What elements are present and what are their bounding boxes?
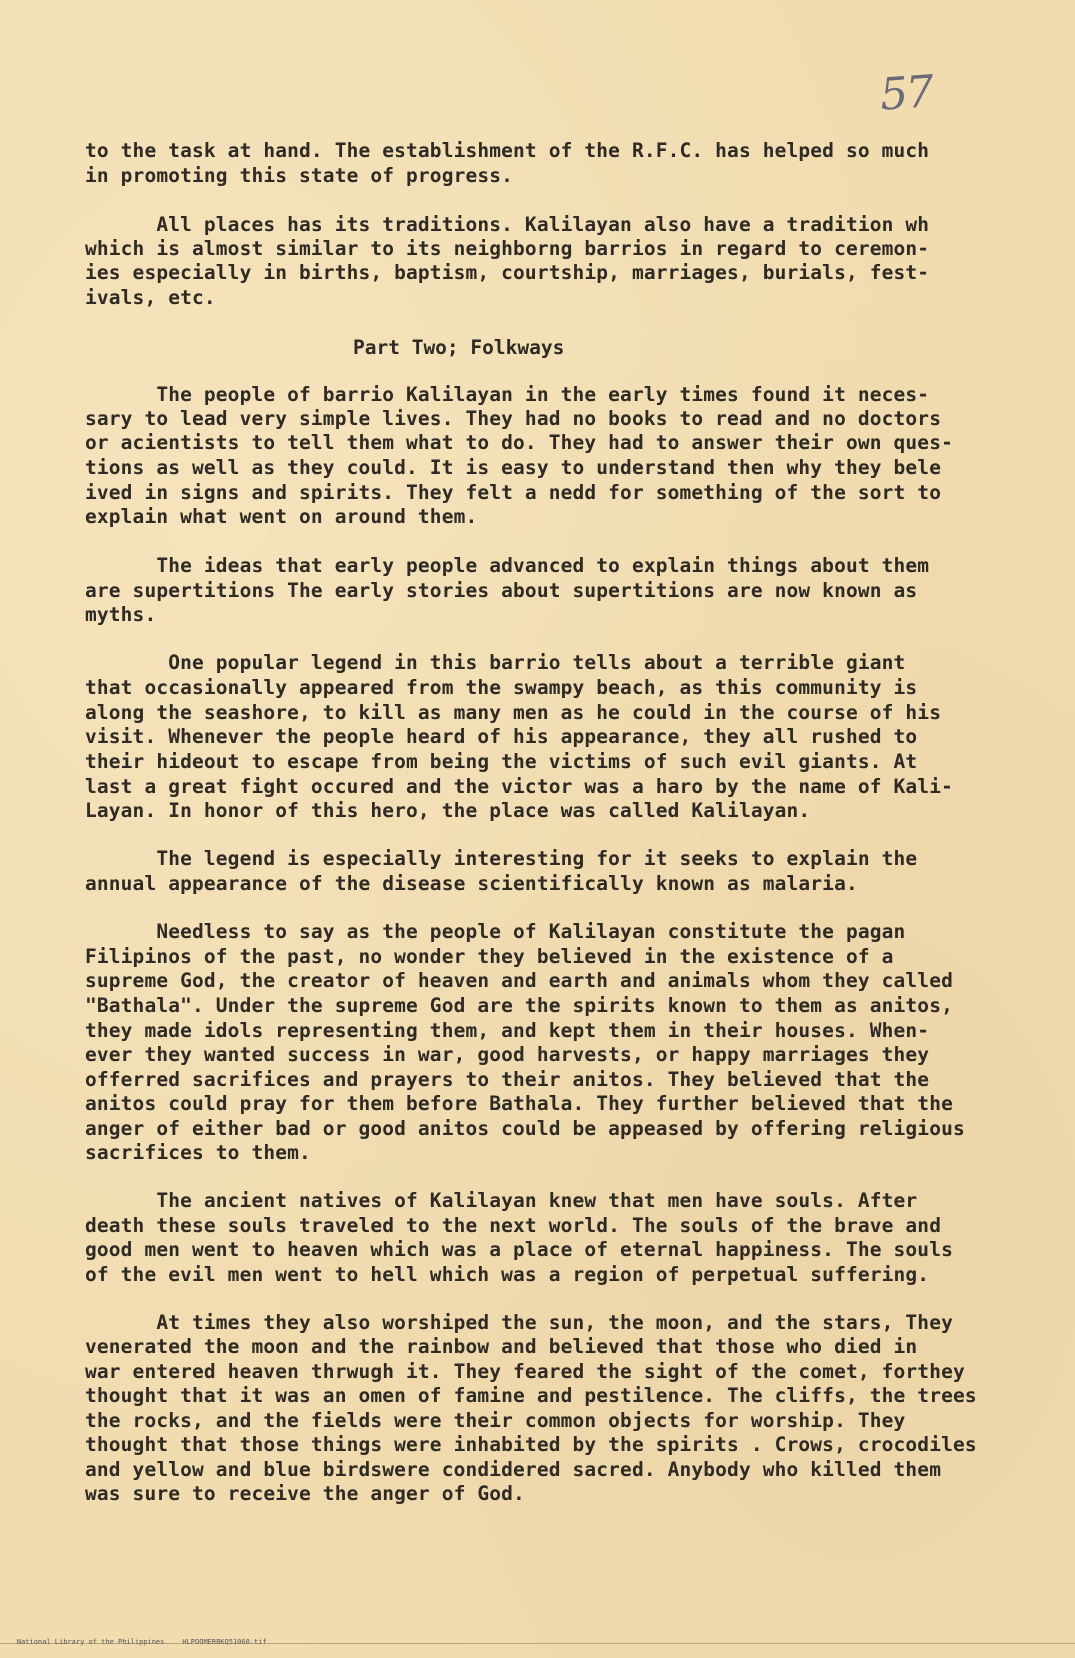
text-line: or acientists to tell them what to do. They had to answer their own ques- — [85, 431, 953, 454]
text-line: ever they wanted success in war, good harvests, or happy marriages they — [85, 1043, 930, 1066]
text-line: tions as well as they could. It is easy to understand then why they bele — [85, 456, 942, 479]
text-line: war entered heaven thrwugh it. They feared the sight of the comet, forthey — [85, 1360, 965, 1383]
text-line: that occasionally appeared from the swampy beach, as this community is — [85, 676, 918, 699]
text-line: to the task at hand. The establishment of the R.F.C. has helped so much — [85, 139, 930, 162]
text-line: All places has its traditions. Kalilayan also have a tradition wh — [85, 213, 930, 236]
text-line: was sure to receive the anger of God. — [85, 1482, 525, 1505]
text-line: they made idols representing them, and kept them in their houses. When- — [85, 1019, 930, 1042]
text-line: good men went to heaven which was a place of eternal happiness. The souls — [85, 1238, 953, 1261]
text-line: myths. — [85, 603, 157, 626]
text-line: visit. Whenever the people heard of his appearance, they all rushed to — [85, 725, 918, 748]
text-line: along the seashore, to kill as many men as he could in the course of his — [85, 701, 942, 724]
text-line: "Bathala". Under the supreme God are the spirits known to them as anitos, — [85, 994, 953, 1017]
text-line: are supertitions The early stories about supertitions are now known as — [85, 579, 918, 602]
text-line: sary to lead very simple lives. They had no books to read and no doctors — [85, 407, 942, 430]
text-line: ived in signs and spirits. They felt a nedd for something of the sort to — [85, 481, 942, 504]
text-line: One popular legend in this barrio tells about a terrible giant — [85, 651, 906, 674]
text-line: The people of barrio Kalilayan in the early times found it neces- — [85, 383, 930, 406]
text-line: supreme God, the creator of heaven and earth and animals whom they called — [85, 969, 953, 992]
text-line: annual appearance of the disease scientifically known as malaria. — [85, 872, 858, 895]
text-line: The legend is especially interesting for it seeks to explain the — [85, 847, 918, 870]
text-line: death these souls traveled to the next world. The souls of the brave and — [85, 1214, 942, 1237]
text-line: offerred sacrifices and prayers to their anitos. They believed that the — [85, 1068, 930, 1091]
text-line: sacrifices to them. — [85, 1141, 311, 1164]
text-line: in promoting this state of progress. — [85, 164, 514, 187]
text-line: Filipinos of the past, no wonder they believed in the existence of a — [85, 945, 894, 968]
text-line: and yellow and blue birdswere condidered sacred. Anybody who killed them — [85, 1458, 942, 1481]
text-line: anger of either bad or good anitos could be appeased by offering religious — [85, 1117, 965, 1140]
footer-file-name: HLPOOMERBKQ51060.tif — [182, 1638, 267, 1646]
section-heading: Part Two; Folkways — [353, 336, 565, 359]
text-line: The ideas that early people advanced to explain things about them — [85, 554, 930, 577]
text-line: ivals, etc. — [85, 286, 216, 309]
text-line: of the evil men went to hell which was a region of perpetual suffering. — [85, 1263, 930, 1286]
text-line: thought that it was an omen of famine and pestilence. The cliffs, the trees — [85, 1384, 977, 1407]
text-line: Layan. In honor of this hero, the place was called Kalilayan. — [85, 799, 811, 822]
text-line: Needless to say as the people of Kalilayan constitute the pagan — [85, 920, 906, 943]
text-line: explain what went on around them. — [85, 505, 478, 528]
text-line: last a great fight occured and the victor was a haro by the name of Kali- — [85, 775, 953, 798]
text-line: thought that those things were inhabited by the spirits . Crows, crocodiles — [85, 1433, 977, 1456]
text-line: venerated the moon and the rainbow and believed that those who died in — [85, 1335, 918, 1358]
text-line: ies especially in births, baptism, courtship, marriages, burials, fest- — [85, 261, 930, 284]
text-line: the rocks, and the fields were their common objects for worship. They — [85, 1409, 906, 1432]
text-line: their hideout to escape from being the victims of such evil giants. At — [85, 750, 918, 773]
page-number: 57 — [878, 66, 934, 121]
text-line: The ancient natives of Kalilayan knew that men have souls. After — [85, 1189, 918, 1212]
text-line: At times they also worshiped the sun, the moon, and the stars, They — [85, 1311, 953, 1334]
footer — [0, 1630, 285, 1654]
footer-library-name: National Library of the Philippines — [16, 1638, 165, 1646]
text-line: anitos could pray for them before Bathala. They further believed that the — [85, 1092, 953, 1115]
text-line: which is almost similar to its neighborng barrios in regard to ceremon- — [85, 237, 930, 260]
